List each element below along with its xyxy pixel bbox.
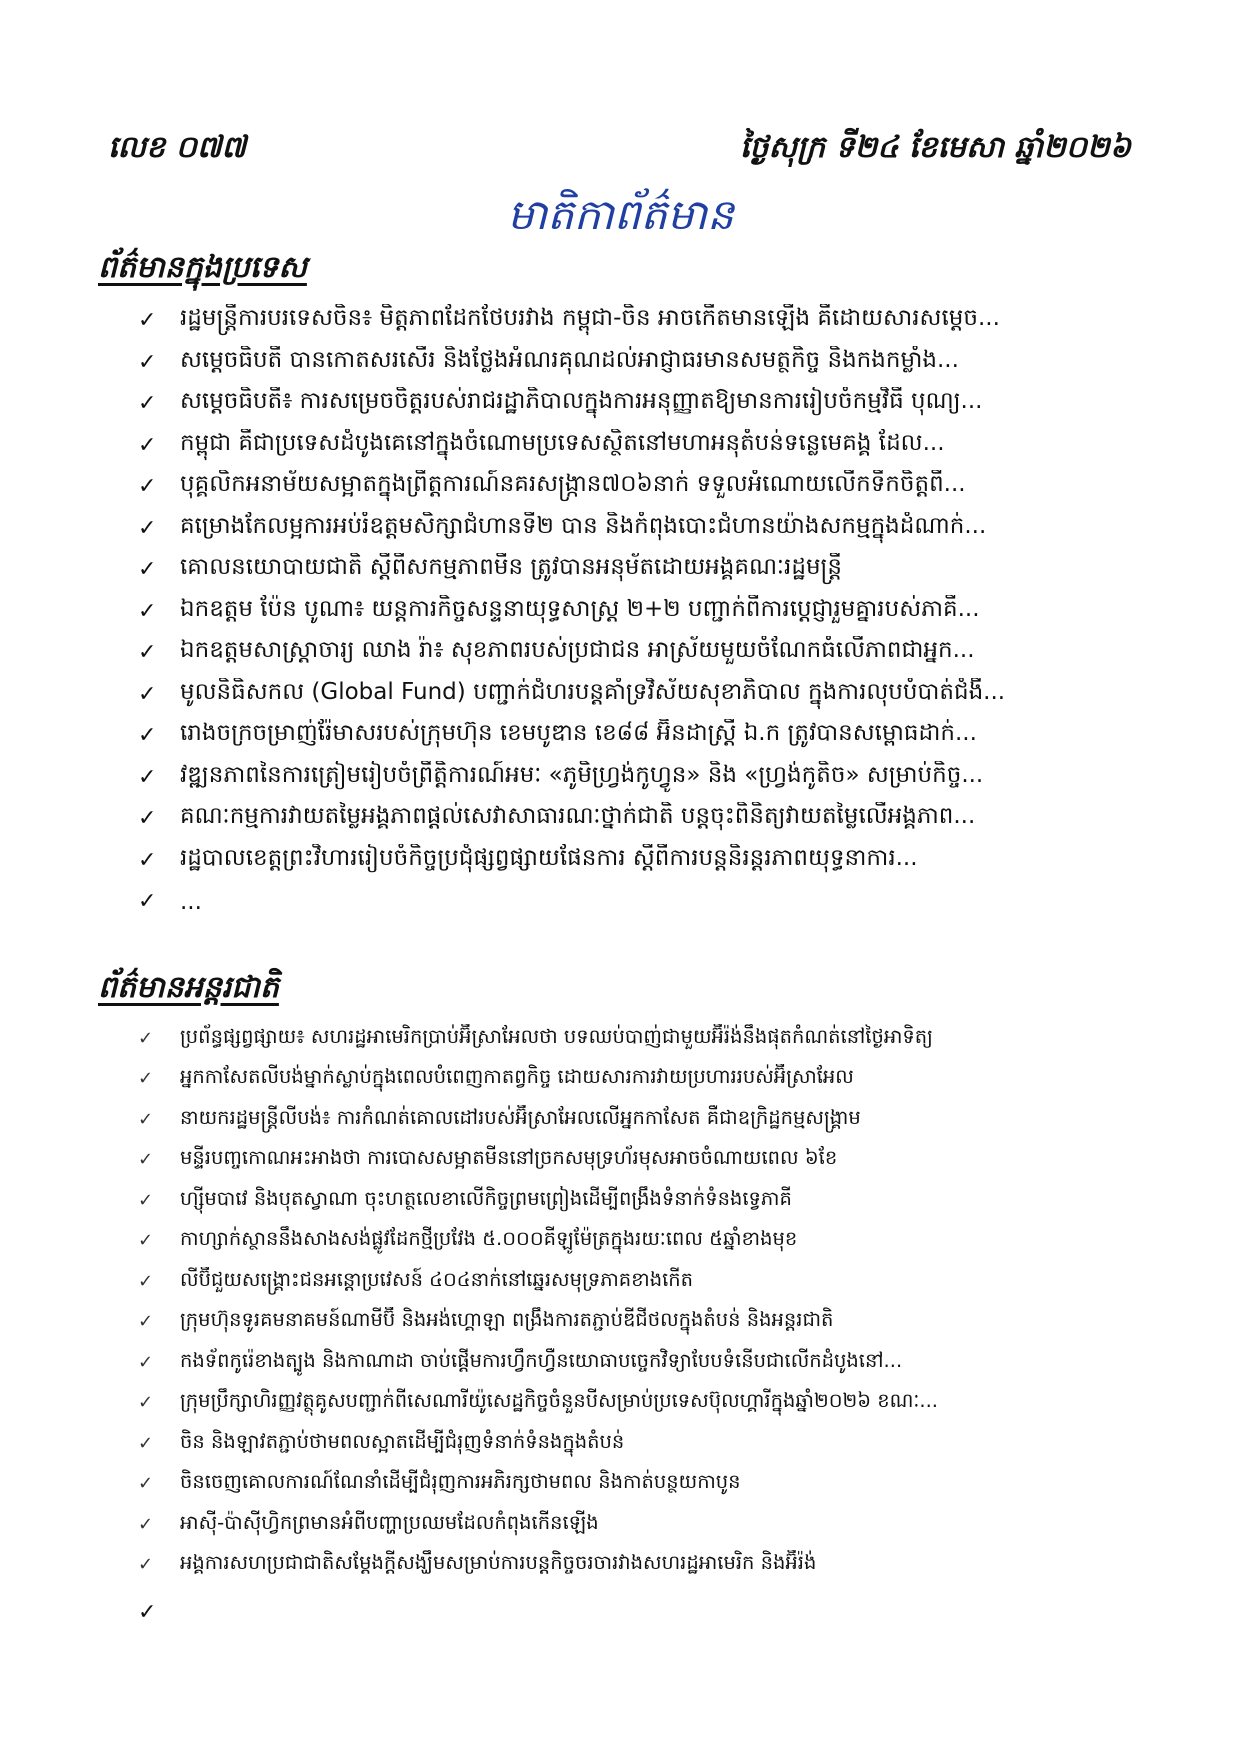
headline-text: ក្រុមប្រឹក្សាហិរញ្ញវត្ថុគូសបញ្ជាក់ពីសេណារីយ៉ូសេដ្ឋកិច្ចចំនួនបីសម្រាប់ប្រទេសប៊ុលហ្គារីក្នុងឆ្នាំ២០២៦ ខណៈ... (180, 1389, 938, 1413)
check-icon: ✓ (138, 847, 157, 873)
headline-text: រោងចក្រចម្រាញ់រ៉ែមាសរបស់ក្រុមហ៊ុន ខេមបូឌាន ខេ៨៨ អ៊ិនដាស្ត្រី ឯ.ក ត្រូវបានសម្ពោធដាក់... (180, 720, 977, 747)
check-icon: ✓ (138, 889, 157, 915)
headline-text: មូលនិធិសកល (Global Fund) បញ្ជាក់ជំហរបន្តគាំទ្រវិស័យសុខាភិបាល ក្នុងការលុបបំបាត់ជំងឺ... (180, 678, 1006, 705)
trailing-check-icon: ✓ (138, 1600, 157, 1625)
headline-text: កម្ពុជា គឺជាប្រទេសដំបូងគេនៅក្នុងចំណោមប្រទេសស្ថិតនៅមហាអនុតំបន់ទន្លេមេគង្គ ដែល... (180, 429, 945, 456)
bulletin-number: លេខ ០៧៧ (108, 130, 247, 165)
international-news-list (138, 1018, 1138, 1585)
check-icon: ✓ (138, 1189, 154, 1211)
check-icon: ✓ (138, 1149, 154, 1171)
check-icon: ✓ (138, 1230, 154, 1252)
headline-text: អង្គការសហប្រជាជាតិសម្តែងក្តីសង្ឃឹមសម្រាប់ការបន្តកិច្ចចរចារវាងសហរដ្ឋអាមេរិក និងអ៊ីរ៉ង់ (180, 1551, 817, 1575)
local-news-item (138, 632, 1138, 674)
international-news-item (138, 1261, 1138, 1302)
headline-text: ចិនចេញគោលការណ៍ណែនាំដើម្បីជំរុញការអភិរក្សថាមពល និងកាត់បន្ថយកាបូន (180, 1470, 741, 1494)
check-icon: ✓ (138, 723, 157, 749)
international-news-item (138, 1018, 1138, 1059)
international-news-item (138, 1180, 1138, 1221)
headline-text: រដ្ឋបាលខេត្តព្រះវិហាររៀបចំកិច្ចប្រជុំផ្សព្វផ្សាយផែនការ ស្តីពីការបន្តនិរន្តរភាពយុទ្ធនាការ... (180, 844, 918, 871)
local-news-item (138, 715, 1138, 757)
local-news-item (138, 674, 1138, 716)
local-news-heading: ព័ត៌មានក្នុងប្រទេស (98, 250, 307, 285)
check-icon: ✓ (138, 1392, 154, 1414)
bulletin-date: ថ្ងៃសុក្រ ទី២៤ ខែមេសា ឆ្នាំ២០២៦ (739, 130, 1131, 165)
page-title: មាតិកាព័ត៌មាន (507, 190, 734, 239)
headline-text: ប្រព័ន្ធផ្សព្វផ្សាយ៖ សហរដ្ឋអាមេរិកប្រាប់អ៊ីស្រាអែលថា បទឈប់បាញ់ជាមួយអ៊ីរ៉ង់នឹងផុតកំណត់នៅថ្ងៃអាទិត្យ (180, 1024, 933, 1048)
check-icon: ✓ (138, 1068, 154, 1090)
check-icon: ✓ (138, 515, 157, 541)
headline-text: ហ្ស៊ីមបាវេ និងបុតស្វាណា ចុះហត្ថលេខាលើកិច្ចព្រមព្រៀងដើម្បីពង្រឹងទំនាក់ទំនងទ្វេភាគី (180, 1186, 792, 1210)
check-icon: ✓ (138, 1473, 154, 1495)
headline-text: ឯកឧត្តមសាស្ត្រាចារ្យ ឈាង រ៉ា៖ សុខភាពរបស់ប្រជាជន អាស្រ័យមួយចំណែកធំលើភាពជាអ្នក... (180, 637, 975, 664)
local-news-item (138, 342, 1138, 384)
check-icon: ✓ (138, 1270, 154, 1292)
headline-text: គណៈកម្មការវាយតម្លៃអង្គភាពផ្តល់សេវាសាធារណៈថ្នាក់ជាតិ បន្តចុះពិនិត្យវាយតម្លៃលើអង្គភាព... (180, 803, 976, 830)
local-news-item (138, 300, 1138, 342)
check-icon: ✓ (138, 681, 157, 707)
check-icon: ✓ (138, 1311, 154, 1333)
international-news-item (138, 1545, 1138, 1586)
check-icon: ✓ (138, 474, 157, 500)
check-icon: ✓ (138, 391, 157, 417)
local-news-item (138, 508, 1138, 550)
international-news-item (138, 1342, 1138, 1383)
local-news-item (138, 591, 1138, 633)
check-icon: ✓ (138, 1027, 154, 1049)
headline-text: លីប៊ីជួយសង្គ្រោះជនអន្តោប្រវេសន៍ ៤០៤នាក់នៅឆ្នេរសមុទ្រភាគខាងកើត (180, 1267, 694, 1291)
international-news-item (138, 1464, 1138, 1505)
check-icon: ✓ (138, 1432, 154, 1454)
check-icon: ✓ (138, 1108, 154, 1130)
local-news-item (138, 466, 1138, 508)
headline-text: នាយករដ្ឋមន្ត្រីលីបង់៖ ការកំណត់គោលដៅរបស់អ៊ីស្រាអែលលើអ្នកកាសែត គឺជាឧក្រិដ្ឋកម្មសង្គ្រាម (180, 1105, 861, 1129)
local-news-item (138, 425, 1138, 467)
headline-text: កាហ្សាក់ស្ថាននឹងសាងសង់ផ្លូវដែកថ្មីប្រវែង ៥.០០០គីឡូម៉ែត្រក្នុងរយៈពេល ៥ឆ្នាំខាងមុខ (180, 1227, 798, 1251)
check-icon: ✓ (138, 349, 157, 375)
headline-text: រដ្ឋមន្ត្រីការបរទេសចិន៖ មិត្តភាពដែកថែបរវាង កម្ពុជា-ចិន អាចកើតមានឡើង គឺដោយសារសម្តេច... (180, 305, 1000, 332)
check-icon: ✓ (138, 557, 157, 583)
international-news-item (138, 1221, 1138, 1262)
check-icon: ✓ (138, 764, 157, 790)
international-news-item (138, 1140, 1138, 1181)
local-news-item (138, 840, 1138, 882)
check-icon: ✓ (138, 1513, 154, 1535)
headline-text: គម្រោងកែលម្អការអប់រំឧត្តមសិក្សាជំហានទី២ បាន និងកំពុងបោះជំហានយ៉ាងសកម្មក្នុងដំណាក់... (180, 512, 987, 539)
headline-text: ក្រុមហ៊ុនទូរគមនាគមន៍ណាមីប៊ី និងអង់ហ្គោឡា ពង្រឹងការតភ្ជាប់ឌីជីថលក្នុងតំបន់ និងអន្តរជាតិ (180, 1308, 834, 1332)
headline-text: សម្តេចធិបតី៖ ការសម្រេចចិត្តរបស់រាជរដ្ឋាភិបាលក្នុងការអនុញ្ញាតឱ្យមានការរៀបចំកម្មវិធី បុណ្យ... (180, 388, 983, 415)
local-news-item (138, 881, 1138, 923)
local-news-item (138, 798, 1138, 840)
international-news-item (138, 1383, 1138, 1424)
headline-text: គោលនយោបាយជាតិ ស្តីពីសកម្មភាពមីន ត្រូវបានអនុម័តដោយអង្គគណៈរដ្ឋមន្ត្រី (180, 554, 843, 581)
headline-text: ... (180, 888, 202, 915)
check-icon: ✓ (138, 806, 157, 832)
check-icon: ✓ (138, 432, 157, 458)
international-news-item (138, 1099, 1138, 1140)
headline-text: បុគ្គលិកអនាម័យសម្អាតក្នុងព្រឹត្តការណ៍នគរសង្ក្រាន៧០៦នាក់ ទទួលអំណោយលើកទឹកចិត្តពី... (180, 471, 966, 498)
international-news-item (138, 1302, 1138, 1343)
headline-text: ឯកឧត្តម ប៉ែន បូណា៖ យន្តការកិច្ចសន្ទនាយុទ្ធសាស្ត្រ ២+២ បញ្ជាក់ពីការប្តេជ្ញារួមគ្នារបស់ភាគី... (180, 595, 980, 622)
check-icon: ✓ (138, 308, 157, 334)
local-news-item (138, 383, 1138, 425)
check-icon: ✓ (138, 1554, 154, 1576)
international-news-item (138, 1059, 1138, 1100)
headline-text: អាស៊ី-ប៉ាស៊ីហ្វិកព្រមានអំពីបញ្ហាប្រឈមដែលកំពុងកើនឡើង (180, 1510, 599, 1534)
local-news-list (138, 300, 1138, 923)
check-icon: ✓ (138, 640, 157, 666)
international-news-heading: ព័ត៌មានអន្តរជាតិ (98, 970, 279, 1005)
check-icon: ✓ (138, 598, 157, 624)
check-icon: ✓ (138, 1351, 154, 1373)
headline-text: សម្តេចធិបតី បានកោតសរសើរ និងថ្លែងអំណរគុណដល់អាជ្ញាធរមានសមត្ថកិច្ច និងកងកម្លាំង... (180, 346, 959, 373)
international-news-item (138, 1504, 1138, 1545)
headline-text: អ្នកកាសែតលីបង់ម្នាក់ស្លាប់ក្នុងពេលបំពេញកាតព្វកិច្ច ដោយសារការវាយប្រហាររបស់អ៊ីស្រាអែល (180, 1065, 854, 1089)
headline-text: មន្ទីរបញ្ចកោណអះអាងថា ការបោសសម្អាតមីននៅច្រកសមុទ្រហ័រមុសអាចចំណាយពេល ៦ខែ (180, 1146, 838, 1170)
headline-text: វឌ្ឍនភាពនៃការត្រៀមរៀបចំព្រឹត្តិការណ៍អមៈ «ភូមិហ្វ្រង់កូហ្វូន» និង «ហ្វ្រង់កូតិច» សម្រាប់កិច្ច... (180, 761, 984, 788)
local-news-item (138, 549, 1138, 591)
local-news-item (138, 757, 1138, 799)
headline-text: កងទ័ពកូរ៉េខាងត្បូង និងកាណាដា ចាប់ផ្តើមការហ្វឹកហ្វឺនយោធាបច្ចេកវិទ្យាបែបទំនើបជាលើកដំបូងនៅ... (180, 1348, 903, 1372)
headline-text: ចិន និងឡាវតភ្ជាប់ថាមពលស្អាតដើម្បីជំរុញទំនាក់ទំនងក្នុងតំបន់ (180, 1429, 625, 1453)
international-news-item (138, 1423, 1138, 1464)
